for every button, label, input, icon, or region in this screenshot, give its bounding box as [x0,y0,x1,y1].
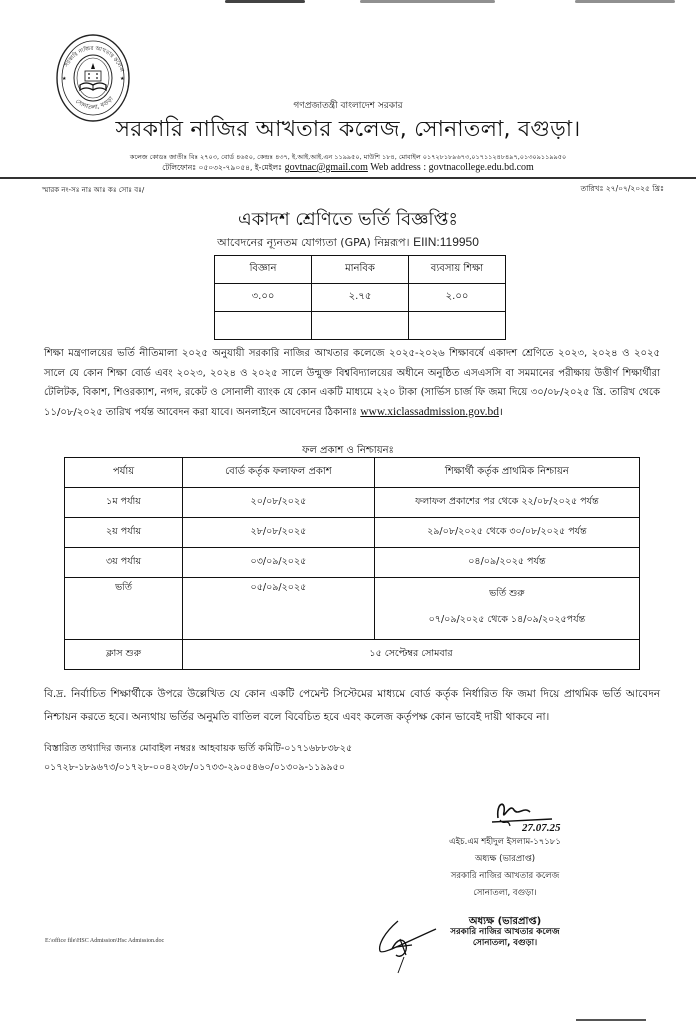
schedule-result-date: ২০/০৮/২০২৫ [183,488,375,518]
svg-text:সরকারি নাজির আখতার কলেজ: সরকারি নাজির আখতার কলেজ [63,45,125,73]
contact-details [44,739,664,777]
schedule-row [65,488,640,518]
important-note: বি.দ্র. নির্বাচিত শিক্ষার্থীকে উপরে উল্লেখিত যে কোন একটি পেমেন্ট সিস্টেমের মাধ্যমে বোর্ড কর্তৃক নির্ধারিত ফি জমা দিয়ে প্রাথমিক ভর্তি আবেদন নিশ্চায়ন করতে হবে। অন্যথায় ভর্তির অনুমতি বাতিল বলে বিবেচিত হবে এবং কলেজ কর্তৃপক্ষ কোন ভাবেই দায়ী থাকবে না। [44,688,660,723]
eiin-number: EIIN:119950 [413,235,479,249]
college-codes: কলেজ কোডঃ জাতীঃ বিঃ ২৭০৩, বোর্ড ৪৬৫০, কেন্দ্রঃ ৪৩৭, ই.আই.আই.এন ১১৯৯৫০, মাউশি ১৮৪, মোবাইল ০১৭২৮১৮৯৬৭৩,০১৭১১২৪৮৪৯৭,০১৩০৯১১৯৯৫০ [129,153,567,161]
stamp-signature [370,915,440,979]
contact-line [0,162,696,175]
contact-details-line1: বিস্তারিত তথ্যাদির জন্যঃ মোবাইল নম্বরঃ আহবায়ক ভর্তি কমিটি-০১৭১৬৮৮৩৮২৫ [44,743,353,754]
stamp-designation: অধ্যক্ষ (ভারপ্রাপ্ত) [468,916,542,927]
government-name: গণপ্রজাতন্ত্রী বাংলাদেশ সরকার [293,101,403,111]
admission-start-label: ভর্তি শুরু [489,588,525,599]
gpa-empty-cell [409,312,506,340]
paragraph-end: । [499,406,503,418]
gpa-value-humanities: ২.৭৫ [312,284,409,312]
gpa-table [214,255,506,340]
schedule-heading: ফল প্রকাশ ও নিশ্চায়নঃ [302,445,394,456]
gpa-table-empty-row [215,312,506,340]
web-address: Web address : govtnacollege.edu.bd.com [370,162,534,173]
telephone-label: টেলিফোনঃ ০৫০৩২-৭৯০৫৪, ই-মেইলঃ [162,163,283,172]
signatory-name: এইচ.এম শহীদুল ইসলাম-১৭১৮১ [449,837,561,847]
schedule-phase: ভর্তি [65,578,183,640]
schedule-table [64,457,640,670]
schedule-row-admission [65,578,640,640]
signatory-college: সরকারি নাজির আখতার কলেজ [450,871,560,881]
notice-subtitle [0,234,696,253]
schedule-confirm: ফলাফল প্রকাশের পর থেকে ২২/০৮/২০২৫ পর্যন্ত [374,488,639,518]
file-path: E:\office file\HSC Admission\Hsc Admission.doc [45,938,165,944]
signature-block [410,834,600,902]
notice-title: একাদশ শ্রেণিতে ভর্তি বিজ্ঞপ্তিঃ [238,209,458,230]
schedule-header-confirm: শিক্ষার্থী কর্তৃক প্রাথমিক নিশ্চায়ন [374,458,639,488]
scan-edge-artifact [225,0,305,3]
scan-edge-artifact [575,0,675,3]
admission-url-link[interactable]: www.xiclassadmission.gov.bd [360,405,499,418]
schedule-row [65,518,640,548]
svg-text:27.07.25: 27.07.25 [522,822,561,834]
schedule-confirm: ০৪/০৯/২০২৫ পর্যন্ত [374,548,639,578]
gpa-header-business: ব্যবসায় শিক্ষা [409,256,506,284]
scan-edge-artifact [360,0,495,3]
official-stamp [420,916,590,949]
college-name: সরকারি নাজির আখতার কলেজ, সোনাতলা, বগুড়া। [115,117,581,142]
stamp-college: সরকারি নাজির আখতার কলেজ [450,927,560,937]
schedule-header-result: বোর্ড কর্তৃক ফলাফল প্রকাশ [183,458,375,488]
svg-text:★: ★ [62,76,67,82]
contact-details-line2: ০১৭২৮-১৮৯৬৭৩/০১৭২৮-০০৪২৩৮/০১৭৩৩-২৯০৫৪৬০/০১৩০৯-১১৯৯৫০ [44,762,346,773]
schedule-header-phase: পর্যায় [65,458,183,488]
gpa-empty-cell [215,312,312,340]
header-divider [0,177,696,179]
gpa-header-science: বিজ্ঞান [215,256,312,284]
email-link[interactable]: govtnac@gmail.com [284,162,368,173]
schedule-row [65,548,640,578]
gpa-value-science: ৩.০০ [215,284,312,312]
schedule-phase: ১ম পর্যায় [65,488,183,518]
gpa-empty-cell [312,312,409,340]
memo-reference: স্মারক নং-সঃ নাঃ আঃ কঃ সোঃ বঃ/ [42,186,145,194]
memo-date: তারিখঃ ২৭/০৭/২০২৫ খ্রিঃ [580,184,664,193]
schedule-result-date: ০৩/০৯/২০২৫ [183,548,375,578]
gpa-value-business: ২.০০ [409,284,506,312]
schedule-phase: ২য় পর্যায় [65,518,183,548]
schedule-result-date: ২৮/০৮/২০২৫ [183,518,375,548]
svg-text:সোনাতলা, বগুড়া: সোনাতলা, বগুড়া [74,95,115,112]
schedule-phase: ৩য় পর্যায় [65,548,183,578]
gpa-requirement-text: আবেদনের ন্যূনতম যোগ্যতা (GPA) নিম্নরূপ। [217,236,410,249]
svg-text:★: ★ [120,76,125,82]
schedule-confirm: ২৯/০৮/২০২৫ থেকে ৩০/০৮/২০২৫ পর্যন্ত [374,518,639,548]
schedule-result-date: ০৫/০৯/২০২৫ [183,578,375,640]
schedule-confirm [374,578,639,640]
schedule-row-class-start [65,640,640,670]
schedule-table-header [65,458,640,488]
class-start-value: ১৫ সেপ্টেম্বর সোমবার [183,640,640,670]
admission-date-range: ০৭/০৯/২০২৫ থেকে ১৪/০৯/২০২৫পর্যন্ত [428,614,586,625]
signatory-designation: অধ্যক্ষ (ভারপ্রাপ্ত) [474,854,536,864]
stamp-location: সোনাতলা, বগুড়া। [472,938,538,948]
admission-paragraph [44,344,660,422]
gpa-table-row [215,284,506,312]
class-start-label: ক্লাস শুরু [65,640,183,670]
scan-edge-artifact [576,1019,646,1021]
admission-paragraph-text: শিক্ষা মন্ত্রণালয়ের ভর্তি নীতিমালা ২০২৫ অনুযায়ী সরকারি নাজির আখতার কলেজে ২০২৫-২০২৬ শিক্ষাবর্ষে একাদশ শ্রেণিতে ২০২৩, ২০২৪ ও ২০২৫ সালে যে কোন শিক্ষা বোর্ড এবং ২০২৩, ২০২৪ ও ২০২৫ সালে উন্মুক্ত বিশ্ববিদ্যালয়ের অধীনে অনুষ্ঠিত এসএসসি বা সমমানের পরীক্ষায় উত্তীর্ণ শিক্ষার্থীরা টেলিটক, বিকাশ, শিওরক্যাশ, নগদ, রকেট ও সোনালী ব্যাংক যে কোন একটি মাধ্যমে ২২০ টাকা (সার্ভিস চার্জ ফি জমা দিয়ে ৩০/০৮/২০২৫ খ্রি. তারিখ থেকে ১১/০৮/২০২৫ তারিখ পর্যন্ত আবেদন করা যাবে। অনলাইনে আবেদনের ঠিকানাঃ [44,348,660,418]
gpa-header-humanities: মানবিক [312,256,409,284]
signatory-location: সোনাতলা, বগুড়া। [473,888,537,898]
gpa-table-header [215,256,506,284]
